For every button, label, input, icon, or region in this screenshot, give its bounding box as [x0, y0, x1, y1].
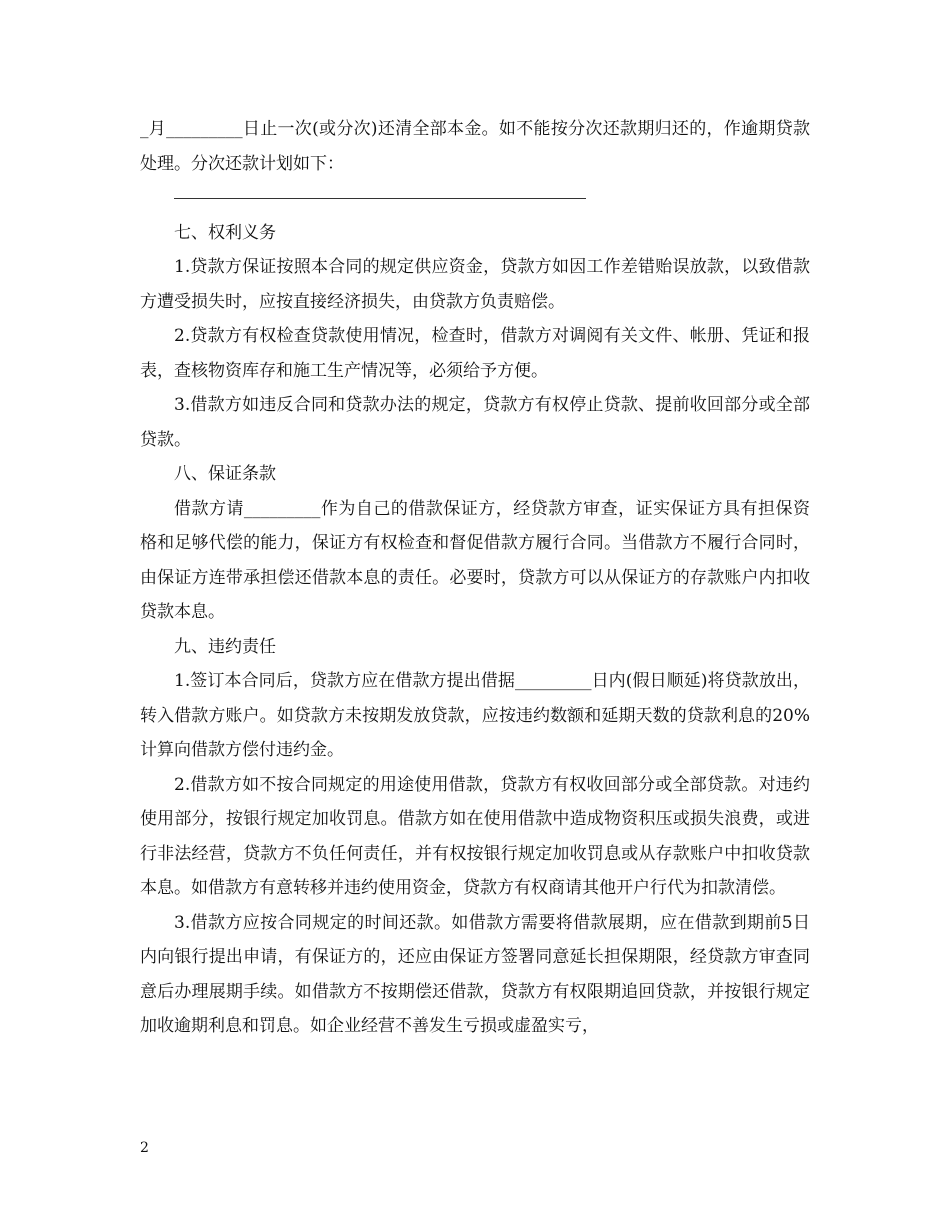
clause-8-1: 借款方请_________作为自己的借款保证方，经贷款方审查，证实保证方具有担保资格和足够代偿的能力，保证方有权检查和督促借款方履行合同。当借款方不履行合同时，由保证方连带承担偿还借款本息的责任。必要时，贷款方可以从保证方的存款账户内扣收贷款本息。	[140, 498, 810, 622]
document-body	[140, 112, 810, 1044]
section-heading-liability: 九、违约责任	[174, 636, 276, 657]
repayment-plan-blank-line	[174, 181, 810, 216]
clause-9-2: 2.借款方如不按合同规定的用途使用借款，贷款方有权收回部分或全部贷款。对违约使用部分，按银行规定加收罚息。借款方如在使用借款中造成物资积压或损失浪费，或进行非法经营，贷款方不负任何责任，并有权按银行规定加收罚息或从存款账户中扣收贷款本息。如借款方有意转移并违约使用资金，贷款方有权商请其他开户行代为扣款清偿。	[140, 774, 810, 898]
page-number: 2	[140, 1140, 149, 1156]
section-heading-guarantee: 八、保证条款	[174, 464, 276, 484]
clause-9-3: 3.借款方应按合同规定的时间还款。如借款方需要将借款展期，应在借款到期前5日内向银行提出申请，有保证方的，还应由保证方签署同意延长担保期限，经贷款方审查同意后办理展期手续。如借款方不按期偿还借款，贷款方有权限期追回贷款，并按银行规定加收逾期利息和罚息。如企业经营不善发生亏损或虚盈实亏，	[140, 912, 810, 1036]
clause-7-3: 3.借款方如违反合同和贷款办法的规定，贷款方有权停止贷款、提前收回部分或全部贷款。	[140, 395, 810, 450]
clause-9-1: 1.签订本合同后，贷款方应在借款方提出借据_________日内(假日顺延)将贷款放出，转入借款方账户。如贷款方未按期发放贷款，应按违约数额和延期天数的贷款利息的20%计算向借款方偿付违约金。	[140, 671, 810, 760]
section-heading-rights-obligations: 七、权利义务	[174, 222, 276, 243]
clause-7-2: 2.贷款方有权检查贷款使用情况，检查时，借款方对调阅有关文件、帐册、凭证和报表，查核物资库存和施工生产情况等，必须给予方便。	[140, 326, 810, 381]
clause-7-1: 1.贷款方保证按照本合同的规定供应资金，贷款方如因工作差错贻误放款，以致借款方遭受损失时，应按直接经济损失，由贷款方负责赔偿。	[140, 257, 810, 312]
paragraph-repayment-schedule: _月_________日止一次(或分次)还清全部本金。如不能按分次还款期归还的，作逾期贷款处理。分次还款计划如下：	[140, 119, 810, 174]
